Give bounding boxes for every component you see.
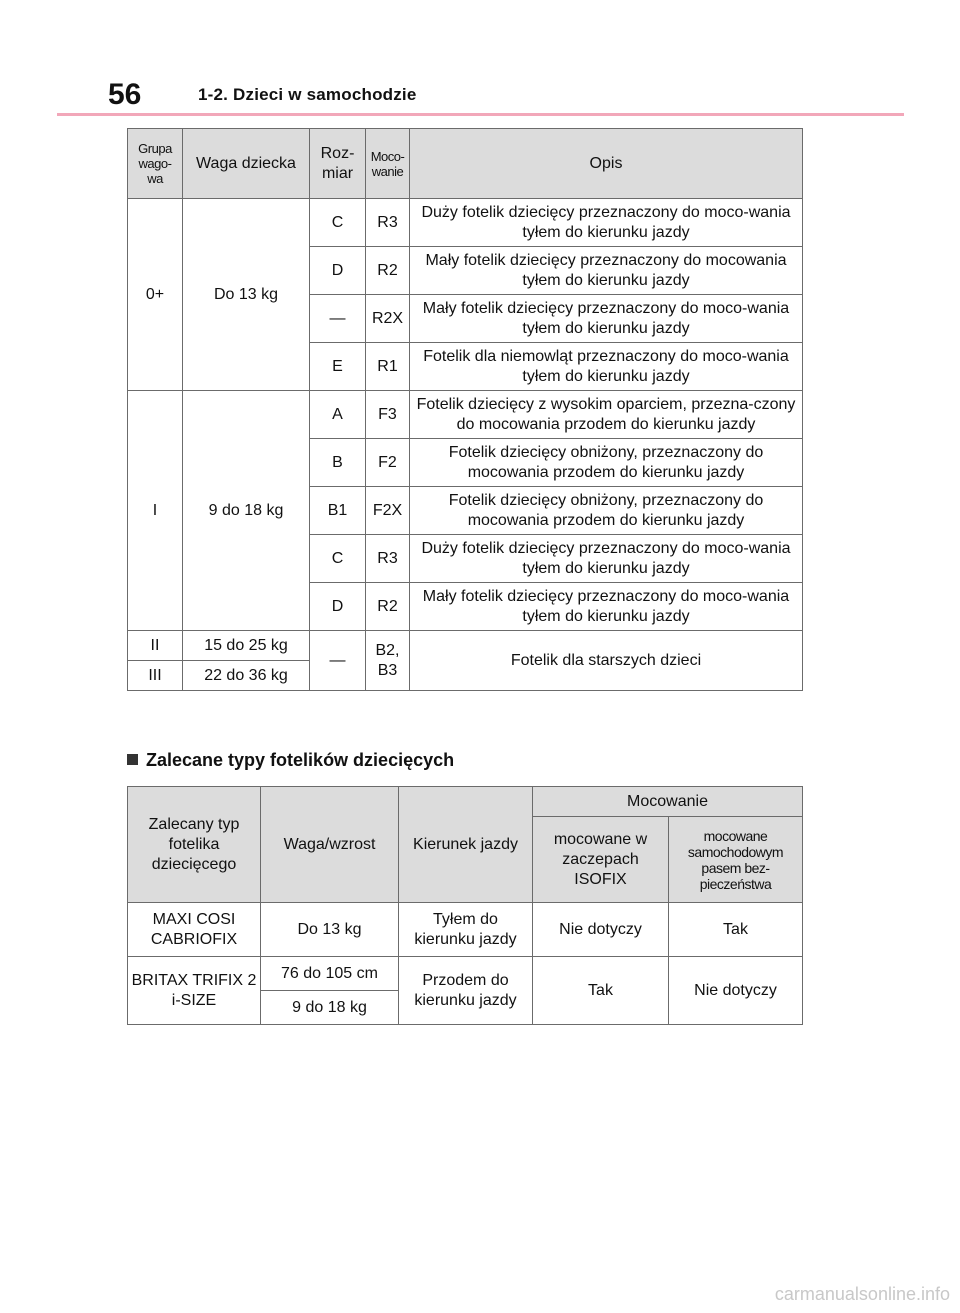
description-cell: Mały fotelik dziecięcy przeznaczony do mocowania tyłem do kierunku jazdy xyxy=(410,247,803,295)
mounting-cell: R2X xyxy=(366,295,410,343)
mounting-cell: F2X xyxy=(366,487,410,535)
recommended-seats-heading xyxy=(127,750,454,771)
seat-groups-table xyxy=(127,128,803,691)
section-title: 1-2. Dzieci w samochodzie xyxy=(198,85,417,104)
table-row xyxy=(128,391,803,439)
description-cell: Fotelik dziecięcy obniżony, przeznaczony do mocowania przodem do kierunku jazdy xyxy=(410,439,803,487)
header-weight: Waga dziecka xyxy=(183,129,310,199)
size-cell: E xyxy=(310,343,366,391)
header-mounting: Moco-wanie xyxy=(366,129,410,199)
seatbelt-cell: Tak xyxy=(669,903,803,957)
direction-cell: Przodem do kierunku jazdy xyxy=(399,957,533,1025)
header-isofix: mocowane w zaczepach ISOFIX xyxy=(533,817,669,903)
weight-cell: 15 do 25 kg xyxy=(183,631,310,661)
size-cell: D xyxy=(310,247,366,295)
table-header-row xyxy=(128,129,803,199)
description-cell: Duży fotelik dziecięcy przeznaczony do moco-wania tyłem do kierunku jazdy xyxy=(410,199,803,247)
description-cell: Fotelik dla starszych dzieci xyxy=(410,631,803,691)
header-mounting: Mocowanie xyxy=(533,787,803,817)
header-seatbelt: mocowane samochodowym pasem bez-pieczeństwa xyxy=(669,817,803,903)
header-description: Opis xyxy=(410,129,803,199)
group-cell: 0+ xyxy=(128,199,183,391)
group-cell: III xyxy=(128,661,183,691)
size-cell: C xyxy=(310,535,366,583)
group-cell: II xyxy=(128,631,183,661)
subheading-text: Zalecane typy fotelików dziecięcych xyxy=(146,750,455,770)
size-cell: — xyxy=(310,631,366,691)
mounting-cell: R1 xyxy=(366,343,410,391)
table-row xyxy=(128,903,803,957)
table-header-row xyxy=(128,787,803,817)
size-cell: B xyxy=(310,439,366,487)
direction-cell: Tyłem do kierunku jazdy xyxy=(399,903,533,957)
isofix-cell: Tak xyxy=(533,957,669,1025)
mounting-cell: R3 xyxy=(366,535,410,583)
seat-type-cell: MAXI COSI CABRIOFIX xyxy=(128,903,261,957)
seat-type-cell: BRITAX TRIFIX 2 i-SIZE xyxy=(128,957,261,1025)
mounting-cell: F2 xyxy=(366,439,410,487)
mounting-cell: B2, B3 xyxy=(366,631,410,691)
header-divider xyxy=(57,113,904,116)
description-cell: Fotelik dziecięcy z wysokim oparciem, przezna-czony do mocowania przodem do kierunku jazdy xyxy=(410,391,803,439)
weight-cell: 9 do 18 kg xyxy=(183,391,310,631)
size-cell: C xyxy=(310,199,366,247)
header-direction: Kierunek jazdy xyxy=(399,787,533,903)
weight-cell: Do 13 kg xyxy=(261,903,399,957)
header-size: Roz-miar xyxy=(310,129,366,199)
table-row xyxy=(128,199,803,247)
mounting-cell: F3 xyxy=(366,391,410,439)
header-group: Grupa wago-wa xyxy=(128,129,183,199)
description-cell: Fotelik dla niemowląt przeznaczony do moco-wania tyłem do kierunku jazdy xyxy=(410,343,803,391)
square-bullet-icon xyxy=(127,754,138,765)
weight-cell: 9 do 18 kg xyxy=(261,991,399,1025)
table-row xyxy=(128,631,803,661)
group-cell: I xyxy=(128,391,183,631)
watermark: carmanualsonline.info xyxy=(774,1284,950,1304)
header-weight-height: Waga/wzrost xyxy=(261,787,399,903)
page-number: 56 xyxy=(108,78,142,111)
mounting-cell: R2 xyxy=(366,247,410,295)
description-cell: Fotelik dziecięcy obniżony, przeznaczony do mocowania przodem do kierunku jazdy xyxy=(410,487,803,535)
description-cell: Duży fotelik dziecięcy przeznaczony do moco-wania tyłem do kierunku jazdy xyxy=(410,535,803,583)
size-cell: B1 xyxy=(310,487,366,535)
mounting-cell: R3 xyxy=(366,199,410,247)
header-seat-type: Zalecany typ fotelika dziecięcego xyxy=(128,787,261,903)
seatbelt-cell: Nie dotyczy xyxy=(669,957,803,1025)
height-cell: 76 do 105 cm xyxy=(261,957,399,991)
size-cell: — xyxy=(310,295,366,343)
table-row xyxy=(128,957,803,991)
weight-cell: 22 do 36 kg xyxy=(183,661,310,691)
mounting-cell: R2 xyxy=(366,583,410,631)
size-cell: D xyxy=(310,583,366,631)
recommended-seats-table xyxy=(127,786,803,1025)
description-cell: Mały fotelik dziecięcy przeznaczony do moco-wania tyłem do kierunku jazdy xyxy=(410,583,803,631)
weight-cell: Do 13 kg xyxy=(183,199,310,391)
isofix-cell: Nie dotyczy xyxy=(533,903,669,957)
description-cell: Mały fotelik dziecięcy przeznaczony do moco-wania tyłem do kierunku jazdy xyxy=(410,295,803,343)
size-cell: A xyxy=(310,391,366,439)
